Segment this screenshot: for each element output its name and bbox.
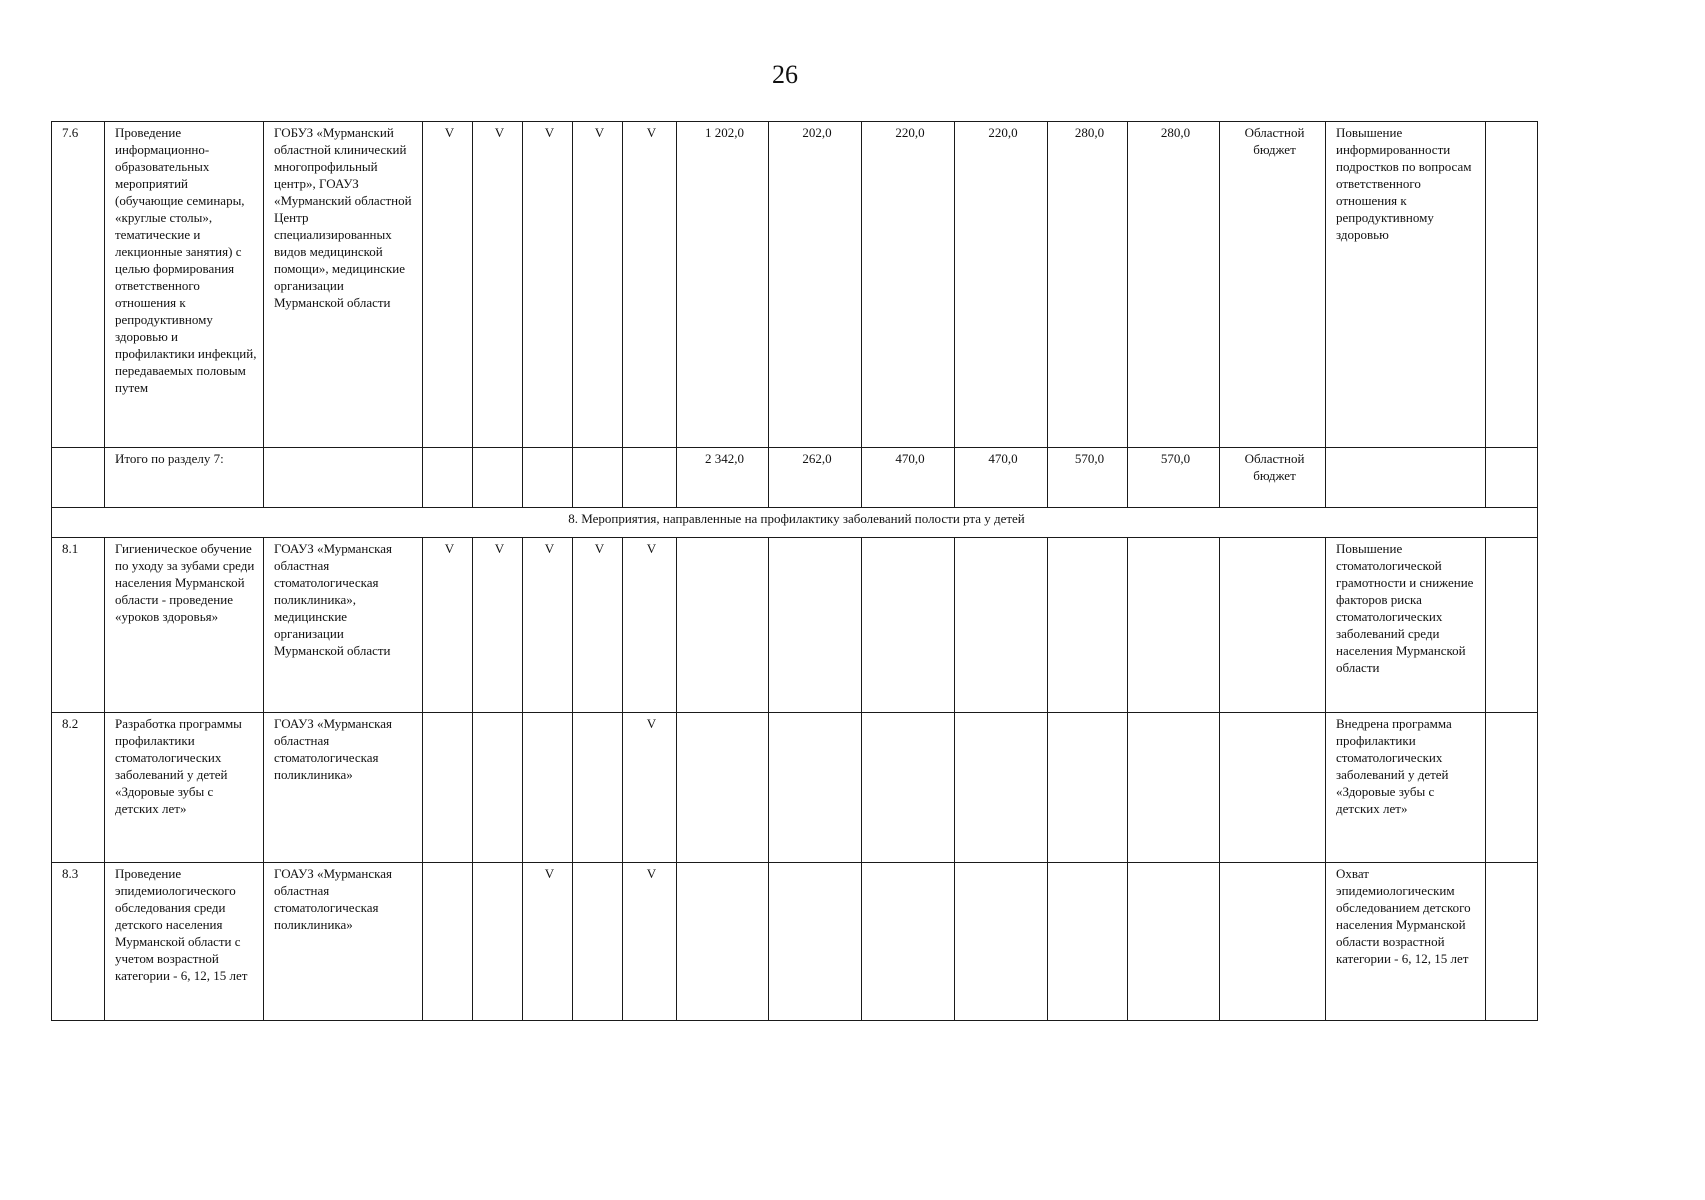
- section-header-row: [52, 508, 1538, 538]
- year-mark: V: [623, 863, 677, 1021]
- program-table: [51, 121, 1538, 1021]
- year-mark: V: [523, 122, 573, 448]
- year-mark: V: [623, 713, 677, 863]
- year-mark: [473, 713, 523, 863]
- empty-cell: [1048, 713, 1128, 863]
- year-mark: V: [423, 538, 473, 713]
- table-row: [52, 863, 1538, 1021]
- empty-cell: [52, 448, 105, 508]
- activity-name: Гигиеническое обучение по уходу за зубами среди населения Мурманской области - проведение «уроков здоровья»: [105, 538, 264, 713]
- activity-name: Проведение информационно-образовательных мероприятий (обучающие семинары, «круглые столы», тематические и лекционные занятия) с целью формирования ответственного отношения к репродуктивному здоровью и профилактики инфекций, передаваемых половым путем: [105, 122, 264, 448]
- empty-cell: [1486, 863, 1538, 1021]
- empty-cell: [1486, 122, 1538, 448]
- year-mark: [423, 863, 473, 1021]
- year-mark: V: [473, 538, 523, 713]
- year-mark: V: [573, 122, 623, 448]
- empty-cell: [1128, 713, 1220, 863]
- year-mark: V: [573, 538, 623, 713]
- empty-cell: [1486, 713, 1538, 863]
- executor: ГОАУЗ «Мурманская областная стоматологическая поликлиника», медицинские организации Мурманской области: [264, 538, 423, 713]
- row-number: 7.6: [52, 122, 105, 448]
- year-mark: [423, 713, 473, 863]
- empty-cell: [1128, 863, 1220, 1021]
- year-mark: V: [523, 538, 573, 713]
- empty-cell: [1220, 713, 1326, 863]
- total-finance-year: 570,0: [1048, 448, 1128, 508]
- finance-year: 220,0: [862, 122, 955, 448]
- empty-cell: [955, 713, 1048, 863]
- finance-year: 280,0: [1128, 122, 1220, 448]
- row-number: 8.1: [52, 538, 105, 713]
- expected-result: Внедрена программа профилактики стоматологических заболеваний у детей «Здоровые зубы с детских лет»: [1326, 713, 1486, 863]
- executor: ГОБУЗ «Мурманский областной клинический многопрофильный центр», ГОАУЗ «Мурманский областной Центр специализированных видов медицинской помощи», медицинские организации Мурманской области: [264, 122, 423, 448]
- empty-cell: [1128, 538, 1220, 713]
- section-title: 8. Мероприятия, направленные на профилактику заболеваний полости рта у детей: [52, 508, 1538, 538]
- finance-total: 1 202,0: [677, 122, 769, 448]
- empty-cell: [769, 538, 862, 713]
- empty-cell: [955, 863, 1048, 1021]
- total-finance: 2 342,0: [677, 448, 769, 508]
- table-row: [52, 538, 1538, 713]
- empty-cell: [423, 448, 473, 508]
- expected-result: Повышение стоматологической грамотности и снижение факторов риска стоматологических заболеваний среди населения Мурманской области: [1326, 538, 1486, 713]
- empty-cell: [623, 448, 677, 508]
- empty-cell: [1220, 863, 1326, 1021]
- empty-cell: [862, 863, 955, 1021]
- expected-result: Повышение информированности подростков по вопросам ответственного отношения к репродуктивному здоровью: [1326, 122, 1486, 448]
- empty-cell: [1048, 863, 1128, 1021]
- empty-cell: [955, 538, 1048, 713]
- table-row: [52, 713, 1538, 863]
- empty-cell: [1220, 538, 1326, 713]
- expected-result: Охват эпидемиологическим обследованием детского населения Мурманской области возрастной категории - 6, 12, 15 лет: [1326, 863, 1486, 1021]
- year-mark: [573, 863, 623, 1021]
- empty-cell: [769, 863, 862, 1021]
- total-finance-year: 470,0: [955, 448, 1048, 508]
- year-mark: V: [623, 122, 677, 448]
- empty-cell: [473, 448, 523, 508]
- finance-year: 220,0: [955, 122, 1048, 448]
- total-finance-year: 262,0: [769, 448, 862, 508]
- empty-cell: [769, 713, 862, 863]
- finance-year: 280,0: [1048, 122, 1128, 448]
- year-mark: [523, 713, 573, 863]
- empty-cell: [1048, 538, 1128, 713]
- total-row: [52, 448, 1538, 508]
- year-mark: V: [473, 122, 523, 448]
- total-finance-year: 570,0: [1128, 448, 1220, 508]
- total-label: Итого по разделу 7:: [105, 448, 264, 508]
- year-mark: V: [523, 863, 573, 1021]
- empty-cell: [862, 538, 955, 713]
- empty-cell: [1486, 448, 1538, 508]
- empty-cell: [1326, 448, 1486, 508]
- executor: ГОАУЗ «Мурманская областная стоматологическая поликлиника»: [264, 863, 423, 1021]
- year-mark: V: [623, 538, 677, 713]
- empty-cell: [677, 538, 769, 713]
- funding-source: Областной бюджет: [1220, 448, 1326, 508]
- activity-name: Разработка программы профилактики стоматологических заболеваний у детей «Здоровые зубы с детских лет»: [105, 713, 264, 863]
- year-mark: V: [423, 122, 473, 448]
- empty-cell: [862, 713, 955, 863]
- row-number: 8.2: [52, 713, 105, 863]
- finance-year: 202,0: [769, 122, 862, 448]
- total-finance-year: 470,0: [862, 448, 955, 508]
- page-number: 26: [772, 60, 798, 89]
- year-mark: [473, 863, 523, 1021]
- year-mark: [573, 713, 623, 863]
- empty-cell: [677, 713, 769, 863]
- empty-cell: [523, 448, 573, 508]
- empty-cell: [677, 863, 769, 1021]
- empty-cell: [1486, 538, 1538, 713]
- empty-cell: [264, 448, 423, 508]
- empty-cell: [573, 448, 623, 508]
- executor: ГОАУЗ «Мурманская областная стоматологическая поликлиника»: [264, 713, 423, 863]
- row-number: 8.3: [52, 863, 105, 1021]
- activity-name: Проведение эпидемиологического обследования среди детского населения Мурманской области с учетом возрастной категории - 6, 12, 15 лет: [105, 863, 264, 1021]
- table-row: [52, 122, 1538, 448]
- funding-source: Областной бюджет: [1220, 122, 1326, 448]
